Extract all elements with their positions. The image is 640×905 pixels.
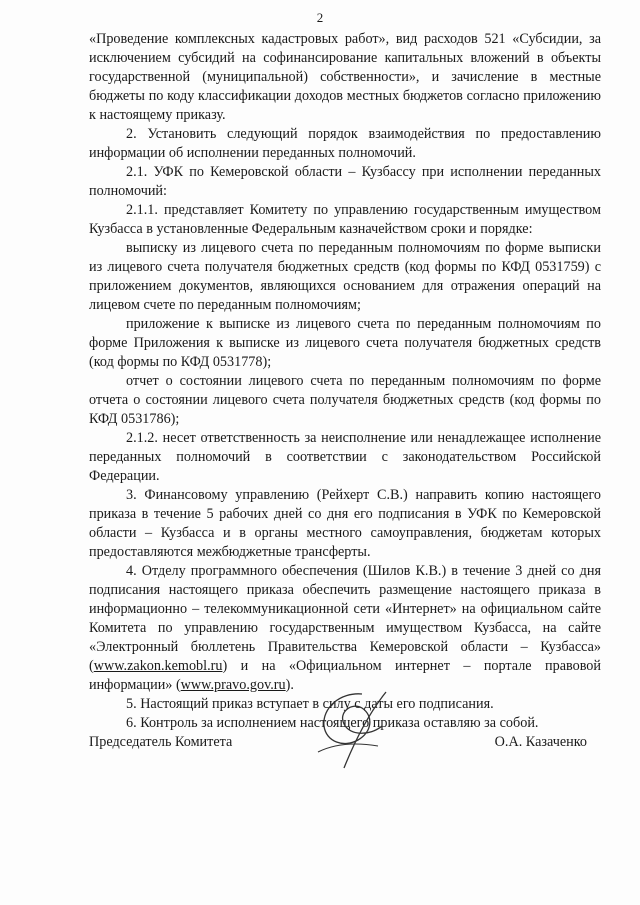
paragraph-report: отчет о состоянии лицевого счета по переданным полномочиям по форме отчета о состоянии лицевого счета получателя бюджетных средств (код формы по КФД 0531786); <box>89 373 601 427</box>
paragraph-5: 5. Настоящий приказ вступает в силу с даты его подписания. <box>126 696 494 712</box>
link-zakon-kemobl[interactable]: www.zakon.kemobl.ru <box>93 658 223 674</box>
paragraph-4 <box>89 562 601 695</box>
signatory-name: О.А. Казаченко <box>494 734 587 750</box>
paragraph-2: 2. Установить следующий порядок взаимодействия по предоставлению информации об исполнении переданных полномочий. <box>89 126 601 161</box>
handwritten-signature <box>300 682 410 782</box>
paragraph-4-text-b: ) и на «Официальном интернет – портале правовой информации» ( <box>89 658 601 693</box>
link-pravo-gov[interactable]: www.pravo.gov.ru <box>180 677 286 693</box>
signature-row <box>89 733 601 755</box>
paragraph-appendix: приложение к выписке из лицевого счета по переданным полномочиям по форме Приложения к выписке из лицевого счета получателя бюджетных средств (код формы по КФД 0531778); <box>89 316 601 370</box>
paragraph-2-1: 2.1. УФК по Кемеровской области – Кузбассу при исполнении переданных полномочий: <box>89 164 601 199</box>
document-body <box>89 30 601 733</box>
paragraph-2-1-2: 2.1.2. несет ответственность за неисполнение или ненадлежащее исполнение переданных полномочий в соответствии с законодательством Российской Федерации. <box>89 430 601 484</box>
paragraph-2-1-1: 2.1.1. представляет Комитету по управлению государственным имуществом Кузбасса в установленные Федеральным казначейством сроки и порядке: <box>89 202 601 237</box>
paragraph-continuation: «Проведение комплексных кадастровых работ», вид расходов 521 «Субсидии, за исключением субсидий на софинансирование капитальных вложений в объекты государственной (муниципальной) собственности», и зачисление в местные бюджеты по коду классификации доходов местных бюджетов согласно приложению к настоящему приказу. <box>89 31 601 123</box>
paragraph-3: 3. Финансовому управлению (Рейхерт С.В.) направить копию настоящего приказа в течение 5 рабочих дней со дня его подписания в УФК по Кемеровской области – Кузбасса и в органы местного самоуправления, бюджетам которых предоставляются межбюджетные трансферты. <box>89 487 601 560</box>
paragraph-statement: выписку из лицевого счета по переданным полномочиям по форме выписки из лицевого счета получателя бюджетных средств (код формы по КФД 0531759) с приложением документов, являющихся основанием для отражения операций на лицевом счете по переданным полномочиям; <box>89 240 601 313</box>
paragraph-6: 6. Контроль за исполнением настоящего приказа оставляю за собой. <box>126 715 539 731</box>
paragraph-4-text-a: 4. Отделу программного обеспечения (Шилов К.В.) в течение 3 дней со дня подписания настоящего приказа обеспечить размещение настоящего приказа в информационно – телекоммуникационной сети «Интернет» на официальном сайте Комитета по управлению государственным имуществом Кузбасса, на сайте «Электронный бюллетень Правительства Кемеровской области – Кузбасса» ( <box>89 563 601 674</box>
page-number: 2 <box>316 10 324 25</box>
paragraph-4-text-c: ). <box>285 677 294 693</box>
signatory-position: Председатель Комитета <box>89 734 233 750</box>
